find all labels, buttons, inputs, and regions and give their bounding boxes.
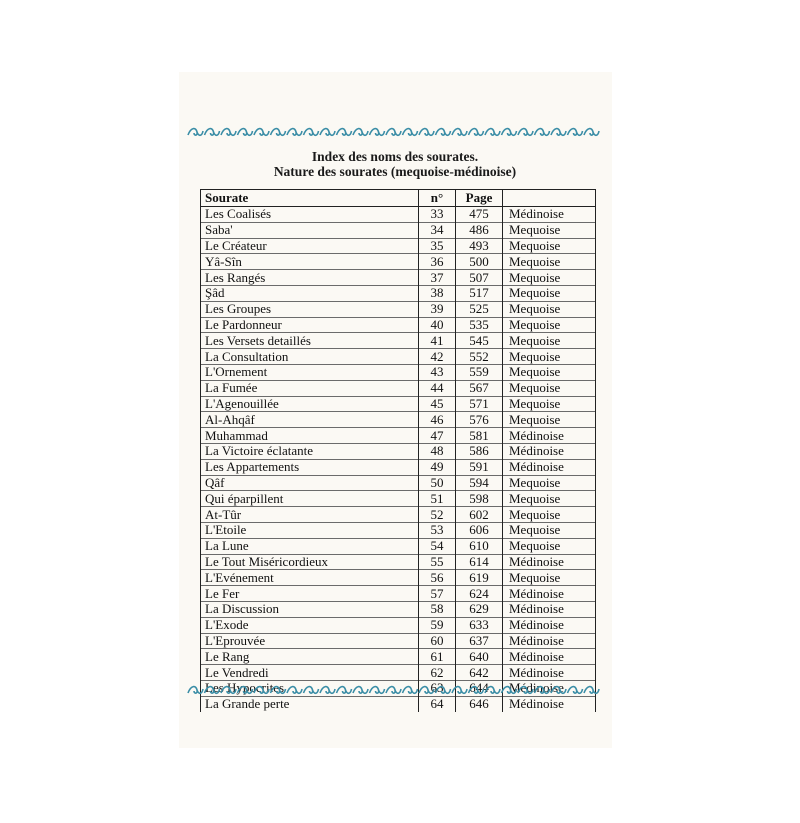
page-number-cell: 581 [456, 428, 503, 444]
nature-cell: Mequoise [503, 522, 596, 538]
nature-cell: Mequoise [503, 396, 596, 412]
wave-scroll-border-icon [469, 129, 484, 136]
table-row [201, 570, 596, 586]
table-row [201, 554, 596, 570]
wave-scroll-border-icon [452, 129, 467, 136]
wave-scroll-border-icon [568, 687, 583, 694]
sourate-number-cell: 55 [419, 554, 456, 570]
sourate-number-cell: 60 [419, 633, 456, 649]
nature-cell: Médinoise [503, 428, 596, 444]
table-row [201, 601, 596, 617]
wave-scroll-border-icon [386, 687, 401, 694]
sourate-name-cell: Saba' [201, 222, 419, 238]
nature-cell: Médinoise [503, 617, 596, 633]
sourate-number-cell: 46 [419, 412, 456, 428]
sourate-name-cell: L'Evénement [201, 570, 419, 586]
sourate-number-cell: 33 [419, 207, 456, 223]
sourate-number-cell: 63 [419, 680, 456, 696]
wave-scroll-border-icon [419, 687, 434, 694]
page-number-cell: 614 [456, 554, 503, 570]
page-number-cell: 586 [456, 443, 503, 459]
page-number-cell: 602 [456, 507, 503, 523]
wave-scroll-border-icon [205, 687, 220, 694]
nature-cell: Mequoise [503, 254, 596, 270]
sourate-name-cell: Le Fer [201, 586, 419, 602]
table-row [201, 491, 596, 507]
wave-scroll-border-icon [535, 129, 550, 136]
wave-scroll-border-icon [271, 129, 286, 136]
wave-scroll-border-icon [535, 687, 550, 694]
sourate-name-cell: Les Groupes [201, 301, 419, 317]
page-number-cell: 642 [456, 665, 503, 681]
table-row [201, 443, 596, 459]
table-row [201, 238, 596, 254]
page-number-cell: 633 [456, 617, 503, 633]
nature-cell: Mequoise [503, 270, 596, 286]
sourate-name-cell: Le Vendredi [201, 665, 419, 681]
sourate-name-cell: Les Hypocrites [201, 680, 419, 696]
sourate-number-cell: 54 [419, 538, 456, 554]
sourate-name-cell: Şâd [201, 285, 419, 301]
sourate-number-cell: 52 [419, 507, 456, 523]
wave-scroll-border-icon [287, 687, 302, 694]
sourate-number-cell: 56 [419, 570, 456, 586]
sourate-number-cell: 34 [419, 222, 456, 238]
page-number-cell: 545 [456, 333, 503, 349]
wave-scroll-border-icon [353, 129, 368, 136]
table-row [201, 412, 596, 428]
table-row [201, 428, 596, 444]
wave-scroll-border-icon [485, 687, 500, 694]
wave-scroll-border-icon [353, 687, 368, 694]
sourate-name-cell: L'Agenouillée [201, 396, 419, 412]
nature-cell: Mequoise [503, 285, 596, 301]
wave-scroll-border-icon [502, 129, 517, 136]
sourate-number-cell: 45 [419, 396, 456, 412]
nature-cell: Mequoise [503, 507, 596, 523]
sourate-name-cell: Qâf [201, 475, 419, 491]
page-number-cell: 535 [456, 317, 503, 333]
table-row [201, 364, 596, 380]
sourate-number-cell: 44 [419, 380, 456, 396]
nature-cell: Mequoise [503, 475, 596, 491]
page-number-cell: 525 [456, 301, 503, 317]
page-number-cell: 606 [456, 522, 503, 538]
sourate-number-cell: 37 [419, 270, 456, 286]
table-row [201, 317, 596, 333]
nature-cell: Mequoise [503, 301, 596, 317]
wave-scroll-border-icon [436, 129, 451, 136]
nature-cell: Mequoise [503, 238, 596, 254]
wave-scroll-border-icon [584, 129, 599, 136]
sourate-name-cell: La Fumée [201, 380, 419, 396]
sourate-number-cell: 40 [419, 317, 456, 333]
sourate-number-cell: 53 [419, 522, 456, 538]
wave-scroll-border-icon [419, 129, 434, 136]
page-number-cell: 507 [456, 270, 503, 286]
sourate-name-cell: L'Eprouvée [201, 633, 419, 649]
nature-cell: Mequoise [503, 491, 596, 507]
sourate-number-cell: 42 [419, 349, 456, 365]
sourate-number-cell: 43 [419, 364, 456, 380]
table-row [201, 396, 596, 412]
wave-scroll-border-icon [271, 687, 286, 694]
sourate-number-cell: 59 [419, 617, 456, 633]
wave-scroll-border-icon [403, 129, 418, 136]
wave-scroll-border-icon [304, 129, 319, 136]
sourate-name-cell: Yâ-Sîn [201, 254, 419, 270]
nature-cell: Médinoise [503, 459, 596, 475]
wave-scroll-border-icon [551, 129, 566, 136]
sourate-number-cell: 64 [419, 696, 456, 711]
page-number-cell: 559 [456, 364, 503, 380]
nature-cell: Mequoise [503, 538, 596, 554]
wave-scroll-border-icon [238, 129, 253, 136]
index-subtitle: Nature des sourates (mequoise-médinoise) [273, 164, 517, 179]
table-row [201, 254, 596, 270]
page-number-cell: 576 [456, 412, 503, 428]
nature-cell: Médinoise [503, 680, 596, 696]
sourate-number-cell: 49 [419, 459, 456, 475]
wave-scroll-border-icon [337, 129, 352, 136]
sourate-number-cell: 47 [419, 428, 456, 444]
table-row [201, 617, 596, 633]
wave-scroll-border-icon [254, 129, 269, 136]
page-number-cell: 493 [456, 238, 503, 254]
wave-scroll-border-icon [436, 687, 451, 694]
table-row [201, 696, 596, 711]
page-number-cell: 552 [456, 349, 503, 365]
nature-cell: Mequoise [503, 570, 596, 586]
sourate-name-cell: Les Coalisés [201, 207, 419, 223]
nature-cell: Médinoise [503, 554, 596, 570]
wave-scroll-border-icon [304, 687, 319, 694]
page-number-cell: 610 [456, 538, 503, 554]
sourate-number-cell: 62 [419, 665, 456, 681]
sourate-name-cell: Les Appartements [201, 459, 419, 475]
top-ornament-border [186, 125, 600, 139]
nature-cell: Mequoise [503, 333, 596, 349]
sourate-number-cell: 38 [419, 285, 456, 301]
sourate-number-cell: 41 [419, 333, 456, 349]
wave-scroll-border-icon [238, 687, 253, 694]
sourate-number-cell: 57 [419, 586, 456, 602]
index-title: Index des noms des sourates. [311, 149, 479, 164]
sourate-name-cell: L'Ornement [201, 364, 419, 380]
page-number-cell: 567 [456, 380, 503, 396]
sourate-name-cell: La Victoire éclatante [201, 443, 419, 459]
nature-cell: Mequoise [503, 412, 596, 428]
wave-scroll-border-icon [221, 687, 236, 694]
nature-cell: Médinoise [503, 207, 596, 223]
nature-cell: Mequoise [503, 349, 596, 365]
page-number-cell: 486 [456, 222, 503, 238]
wave-scroll-border-icon [320, 687, 335, 694]
page-number-cell: 629 [456, 601, 503, 617]
sourate-name-cell: La Grande perte [201, 696, 419, 711]
sourate-number-cell: 39 [419, 301, 456, 317]
sourate-name-cell: Le Pardonneur [201, 317, 419, 333]
wave-scroll-border-icon [584, 687, 599, 694]
table-row [201, 665, 596, 681]
page-number-cell: 646 [456, 696, 503, 711]
wave-scroll-border-icon [518, 129, 533, 136]
wave-scroll-border-icon [386, 129, 401, 136]
sourate-index-table [200, 189, 596, 712]
wave-scroll-border-icon [221, 129, 236, 136]
wave-scroll-border-icon [287, 129, 302, 136]
sourate-name-cell: La Lune [201, 538, 419, 554]
nature-cell: Médinoise [503, 649, 596, 665]
sourate-name-cell: Qui éparpillent [201, 491, 419, 507]
nature-cell: Médinoise [503, 633, 596, 649]
page-number-cell: 644 [456, 680, 503, 696]
wave-scroll-border-icon [403, 687, 418, 694]
page-number-cell: 619 [456, 570, 503, 586]
sourate-number-cell: 48 [419, 443, 456, 459]
page-number-cell: 500 [456, 254, 503, 270]
page-number-cell: 624 [456, 586, 503, 602]
nature-cell: Médinoise [503, 443, 596, 459]
wave-scroll-border-icon [502, 687, 517, 694]
page-number-cell: 591 [456, 459, 503, 475]
wave-scroll-border-icon [320, 129, 335, 136]
page-number-cell: 571 [456, 396, 503, 412]
bottom-ornament-border [186, 683, 600, 697]
table-row [201, 507, 596, 523]
sourate-name-cell: La Consultation [201, 349, 419, 365]
wave-scroll-border-icon [452, 687, 467, 694]
header-page: Page [456, 190, 503, 207]
sourate-name-cell: L'Exode [201, 617, 419, 633]
table-row [201, 459, 596, 475]
wave-scroll-border-icon [518, 687, 533, 694]
wave-scroll-border-icon [337, 687, 352, 694]
table-row [201, 649, 596, 665]
sourate-number-cell: 58 [419, 601, 456, 617]
page-number-cell: 640 [456, 649, 503, 665]
nature-cell: Mequoise [503, 364, 596, 380]
table-row [201, 538, 596, 554]
sourate-name-cell: Muhammad [201, 428, 419, 444]
wave-scroll-border-icon [205, 129, 220, 136]
table-row [201, 475, 596, 491]
sourate-name-cell: L'Etoile [201, 522, 419, 538]
header-number: n° [419, 190, 456, 207]
sourate-name-cell: Les Rangés [201, 270, 419, 286]
wave-scroll-border-icon [254, 687, 269, 694]
wave-scroll-border-icon [370, 687, 385, 694]
wave-scroll-border-icon [551, 687, 566, 694]
table-row [201, 207, 596, 223]
sourate-number-cell: 61 [419, 649, 456, 665]
table-header-row [201, 190, 596, 207]
sourate-name-cell: Le Tout Miséricordieux [201, 554, 419, 570]
table-row [201, 301, 596, 317]
nature-cell: Mequoise [503, 317, 596, 333]
page-number-cell: 598 [456, 491, 503, 507]
page-number-cell: 637 [456, 633, 503, 649]
nature-cell: Médinoise [503, 665, 596, 681]
table-row [201, 380, 596, 396]
page-number-cell: 517 [456, 285, 503, 301]
wave-scroll-border-icon [188, 687, 203, 694]
table-row [201, 586, 596, 602]
page-number-cell: 594 [456, 475, 503, 491]
wave-scroll-border-icon [485, 129, 500, 136]
nature-cell: Médinoise [503, 601, 596, 617]
header-nature [503, 190, 596, 207]
table-row [201, 222, 596, 238]
sourate-name-cell: Al-Ahqâf [201, 412, 419, 428]
table-row [201, 349, 596, 365]
nature-cell: Médinoise [503, 586, 596, 602]
wave-scroll-border-icon [188, 129, 203, 136]
nature-cell: Médinoise [503, 696, 596, 711]
page-number-cell: 475 [456, 207, 503, 223]
sourate-number-cell: 36 [419, 254, 456, 270]
sourate-name-cell: At-Tûr [201, 507, 419, 523]
sourate-number-cell: 51 [419, 491, 456, 507]
sourate-number-cell: 50 [419, 475, 456, 491]
sourate-name-cell: Le Rang [201, 649, 419, 665]
nature-cell: Mequoise [503, 380, 596, 396]
table-row [201, 270, 596, 286]
table-row [201, 333, 596, 349]
table-row [201, 522, 596, 538]
nature-cell: Mequoise [503, 222, 596, 238]
wave-scroll-border-icon [469, 687, 484, 694]
table-row [201, 285, 596, 301]
sourate-name-cell: La Discussion [201, 601, 419, 617]
sourate-name-cell: Le Créateur [201, 238, 419, 254]
table-row [201, 633, 596, 649]
wave-scroll-border-icon [370, 129, 385, 136]
sourate-name-cell: Les Versets detaillés [201, 333, 419, 349]
sourate-number-cell: 35 [419, 238, 456, 254]
wave-scroll-border-icon [568, 129, 583, 136]
header-sourate: Sourate [201, 190, 419, 207]
